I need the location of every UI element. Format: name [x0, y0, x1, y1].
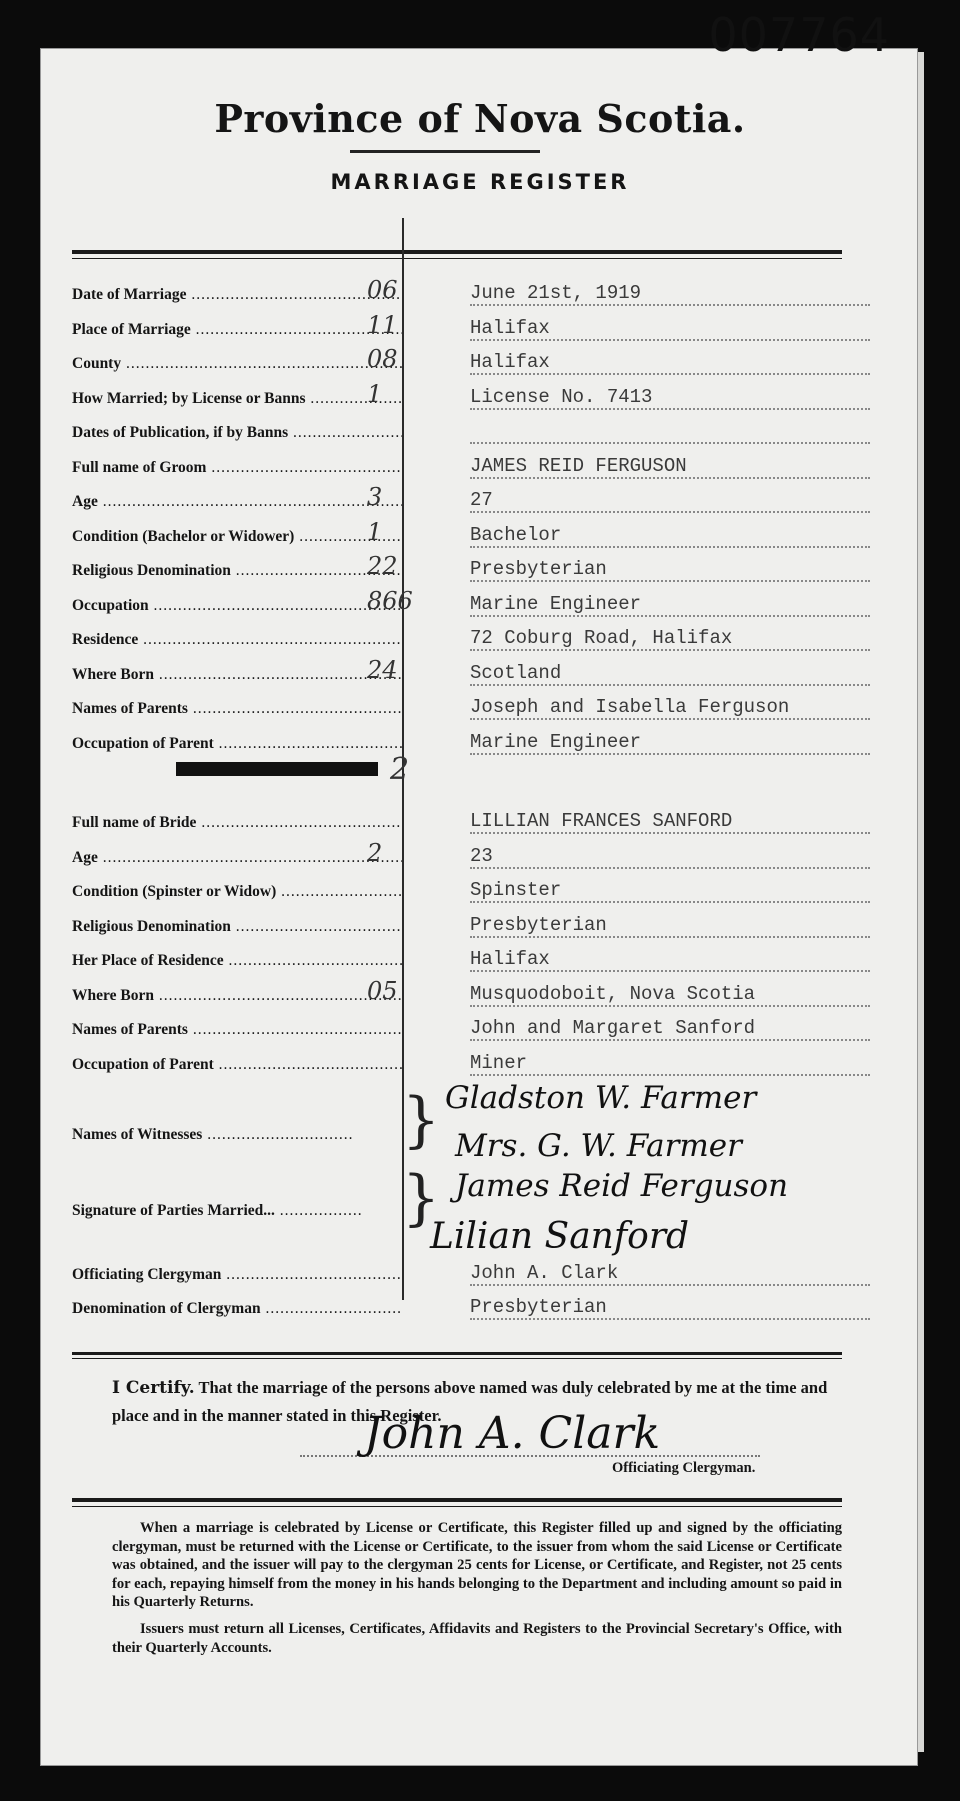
form-row	[72, 806, 872, 836]
field-value: 23	[470, 844, 493, 867]
parties-label: Signature of Parties Married... .....	[72, 1202, 362, 1220]
field-code: 05	[367, 976, 398, 1005]
clergyman-role: Officiating Clergyman.	[612, 1460, 756, 1476]
title-underline	[350, 150, 540, 153]
field-value: Marine Engineer	[470, 592, 642, 615]
field-value: Joseph and Isabella Ferguson	[470, 696, 790, 718]
certify-body: That the marriage of the persons above named was duly celebrated by me at the time and place and in the manner stated in this Register.	[112, 1378, 828, 1425]
form-row	[72, 517, 872, 550]
form-row	[72, 554, 872, 584]
form-row	[72, 727, 872, 757]
form-row	[72, 1292, 872, 1322]
form-row	[72, 1258, 872, 1288]
form-row	[72, 692, 872, 722]
instructions	[112, 1519, 842, 1665]
form-row	[72, 1013, 872, 1043]
form-row	[72, 451, 872, 481]
form-row	[72, 655, 872, 688]
clergyman-signature: John A. Clark	[364, 1408, 661, 1459]
field-value: John and Margaret Sanford	[470, 1017, 756, 1039]
field-value: Halifax	[470, 316, 550, 339]
witness-signature-2: Mrs. G. W. Farmer	[455, 1128, 742, 1164]
form-row	[72, 910, 872, 940]
field-label: Names of Parents .....	[72, 700, 402, 718]
field-label: Condition (Spinster or Widow) .....	[72, 883, 402, 901]
certify-rule-thin	[72, 1358, 842, 1359]
form-row	[72, 1048, 872, 1078]
field-value: Halifax	[470, 948, 550, 970]
form-title: Province of Nova Scotia.	[214, 96, 746, 141]
field-value: License No. 7413	[470, 385, 653, 408]
field-line	[470, 1072, 870, 1076]
field-code: 866	[367, 586, 413, 615]
field-label: Occupation .....	[72, 597, 402, 615]
field-value: LILLIAN FRANCES SANFORD	[470, 810, 733, 832]
field-label: Where Born .....	[72, 987, 402, 1005]
field-code: 11	[367, 310, 398, 339]
field-label: Officiating Clergyman .....	[72, 1266, 402, 1284]
field-code: 08	[367, 345, 398, 373]
field-label: Age .....	[72, 849, 402, 867]
serial-number: 007764	[708, 8, 890, 62]
section-code: 2	[390, 752, 410, 787]
form-row	[72, 976, 872, 1009]
field-value: Bachelor	[470, 523, 562, 546]
header-rule	[72, 250, 842, 254]
form-row	[72, 875, 872, 905]
field-label: Age .....	[72, 493, 402, 511]
groom-signature: James Reid Ferguson	[455, 1168, 789, 1204]
field-label: How Married; by License or Banns .....	[72, 390, 402, 408]
field-value: 72 Coburg Road, Halifax	[470, 627, 733, 649]
form-subtitle: MARRIAGE REGISTER	[330, 170, 630, 194]
field-value: JAMES REID FERGUSON	[470, 454, 687, 477]
field-label: Full name of Bride .....	[72, 814, 402, 832]
instructions-paragraph-1: When a marriage is celebrated by License or Certificate, this Register filled up and signed by the officiating clergyman, must be returned with the License or Certificate, to the issuer from whom the said License or Certificate was obtained, and the issuer will pay to the clergyman 25 cents for License, or Certificate, and Register, not 25 cents for each, repaying himself from the money in his hands belonging to the Department and including amount so paid in his Quarterly Returns.	[112, 1520, 842, 1611]
field-label: Place of Marriage .....	[72, 321, 402, 339]
witnesses-label: Names of Witnesses .....	[72, 1126, 352, 1144]
field-value: June 21st, 1919	[470, 282, 642, 304]
field-value: Presbyterian	[470, 913, 607, 936]
form-row	[72, 586, 872, 619]
form-row	[72, 838, 872, 871]
certify-lead: I Certify.	[112, 1378, 195, 1398]
certify-rule	[72, 1352, 842, 1355]
field-value: Spinster	[470, 879, 562, 901]
bride-section-bar	[176, 762, 378, 776]
form-row	[72, 347, 872, 377]
footer-rule-thin	[72, 1506, 842, 1507]
field-label: County .....	[72, 355, 402, 373]
field-code: 24	[367, 655, 398, 684]
field-label: Names of Parents .....	[72, 1021, 402, 1039]
field-value: Presbyterian	[470, 558, 607, 580]
parties-brace: }	[402, 1163, 441, 1233]
field-line	[470, 440, 870, 444]
field-value: Miner	[470, 1051, 528, 1074]
field-label: Condition (Bachelor or Widower) .....	[72, 528, 402, 546]
field-code: 2	[367, 838, 383, 867]
field-label: Religious Denomination .....	[72, 562, 402, 580]
field-value: Presbyterian	[470, 1296, 607, 1318]
field-label: Denomination of Clergyman .....	[72, 1300, 402, 1318]
field-label: Occupation of Parent .....	[72, 735, 402, 753]
form-row	[72, 944, 872, 974]
field-line	[470, 865, 870, 869]
field-label: Occupation of Parent .....	[72, 1056, 402, 1074]
field-code: 3	[367, 483, 383, 511]
form-row	[72, 416, 872, 446]
field-value: Marine Engineer	[470, 730, 642, 753]
field-label: Where Born .....	[72, 666, 402, 684]
field-label: Residence .....	[72, 631, 402, 649]
field-value: Scotland	[470, 661, 562, 684]
field-code: 22	[367, 552, 398, 580]
footer-rule	[72, 1498, 842, 1502]
instructions-paragraph-2: Issuers must return all Licenses, Certificates, Affidavits and Registers to the Provincial Secretary's Office, with their Quarterly Accounts.	[112, 1620, 842, 1656]
field-label: Religious Denomination .....	[72, 918, 402, 936]
field-label: Full name of Groom .....	[72, 459, 402, 477]
field-line	[470, 509, 870, 513]
field-value: John A. Clark	[470, 1262, 619, 1284]
field-label: Dates of Publication, if by Banns .....	[72, 424, 402, 442]
witness-signature-1: Gladston W. Farmer	[445, 1080, 757, 1116]
form-row	[72, 485, 872, 515]
field-value: Musquodoboit, Nova Scotia	[470, 982, 756, 1005]
bride-signature: Lilian Sanford	[430, 1216, 690, 1257]
field-code: 1	[367, 517, 383, 546]
field-label: Date of Marriage .....	[72, 286, 402, 304]
form-row	[72, 310, 872, 343]
header-rule-thin	[72, 258, 842, 259]
field-value: 27	[470, 489, 493, 511]
field-label: Her Place of Residence .....	[72, 952, 402, 970]
form-row	[72, 379, 872, 412]
field-code: 06	[367, 276, 398, 304]
field-value: Halifax	[470, 351, 550, 373]
form-row	[72, 623, 872, 653]
field-code: 1	[367, 379, 383, 408]
witnesses-brace: }	[402, 1085, 441, 1155]
form-row	[72, 278, 872, 308]
